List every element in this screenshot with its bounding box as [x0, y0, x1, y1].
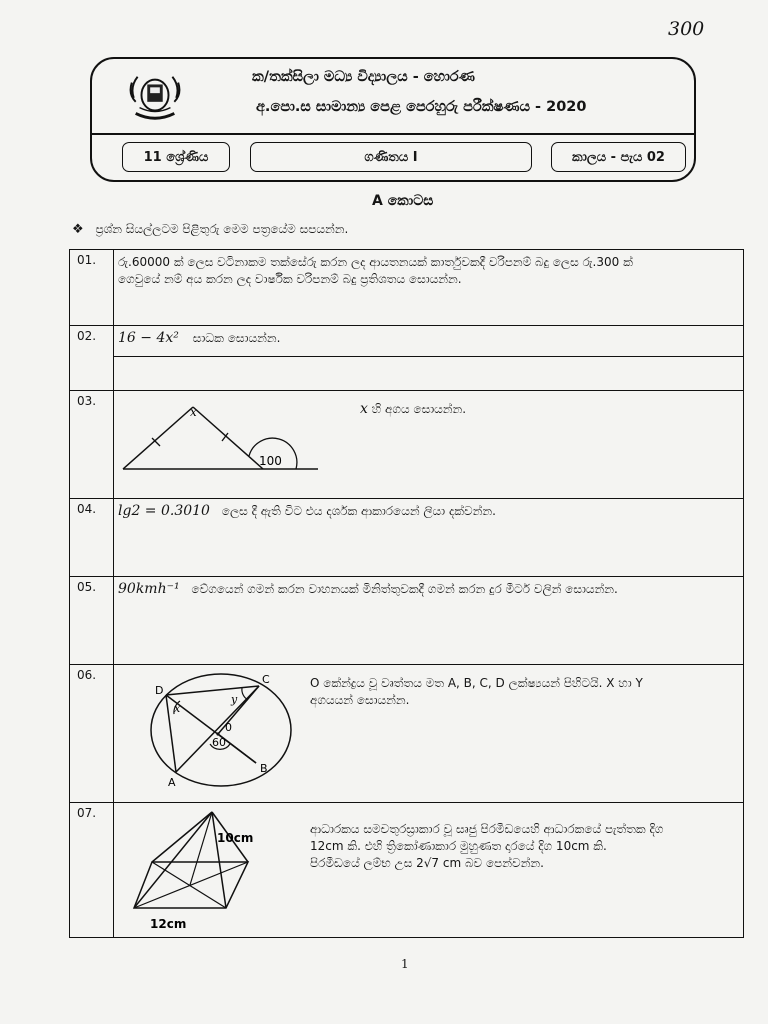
point-d-label: D — [155, 684, 164, 697]
question-text-line: අගයයන් සොයන්න. — [310, 693, 410, 707]
exam-name: අ.පො.ස සාමාන්‍ය පෙළ පෙරහුරු පරීක්ෂණය - 2020 — [256, 99, 587, 115]
question-row-5 — [70, 576, 743, 664]
question-number: 01. — [70, 250, 114, 325]
subject-label: ගණිතය I — [250, 142, 532, 172]
question-table — [69, 249, 744, 938]
question-number: 02. — [70, 326, 114, 390]
expression: 16 − 4x² — [118, 330, 179, 346]
school-crest-icon — [126, 69, 184, 125]
angle-100-label: 100 — [259, 454, 282, 468]
question-text-line: O කේන්ද්‍රය වූ වෘත්තය මත A, B, C, D ලක්ෂ්‍යයන් පිහිටයි. X හා Y — [310, 676, 643, 690]
angle-60-label: 60 — [212, 736, 226, 749]
grade-label: 11 ශ්‍රේණිය — [122, 142, 230, 172]
variable-x: x — [360, 401, 368, 417]
question-text-line: සාධක සොයන්න. — [192, 331, 281, 345]
question-number: 05. — [70, 577, 114, 664]
question-text-line: රු.60000 ක් ලෙස වටිනාකම තක්සේරු කරන ලද ආයතනයක් කාර්තුවකදී වරිපනම් බදු ලෙස රු.300 ක් — [118, 255, 633, 269]
section-title: A කොටස — [372, 193, 434, 209]
question-number: 06. — [70, 665, 114, 802]
header-divider — [92, 133, 694, 135]
question-row-7 — [70, 802, 743, 937]
question-text — [360, 401, 466, 418]
question-number: 04. — [70, 499, 114, 576]
question-text — [118, 330, 737, 347]
page-number: 1 — [401, 957, 409, 971]
school-name: ක/තක්සිලා මධ්‍ය විද්‍යාලය - හොරණ — [252, 69, 475, 85]
instruction — [72, 222, 348, 237]
instruction-text: ප්‍රශ්න සියල්ලටම පිළිතුරු මෙම පත්‍රයේම සපයන්න. — [95, 222, 349, 236]
answer-line — [114, 356, 743, 357]
question-text-line: ලෙස දී ඇති විට එය දර්ශක ආකාරයෙන් ලියා දක්වන්න. — [221, 504, 496, 518]
exam-header — [90, 57, 696, 182]
question-text-line: ගෙවුයේ නම් අය කරන ලද වාර්ෂික වරිපනම් බදු ප්‍රතිශතය සොයන්න. — [118, 272, 462, 286]
page-top-mark: 300 — [668, 18, 705, 40]
angle-y-label: y — [231, 693, 238, 706]
question-row-4 — [70, 498, 743, 576]
question-number: 03. — [70, 391, 114, 498]
question-text — [310, 821, 663, 872]
point-c-label: C — [262, 673, 270, 686]
pyramid-figure — [128, 806, 318, 934]
question-text — [310, 675, 643, 709]
question-text-line: ආධාරකය සමචතුරස්‍රාකාර වූ සෘජු පිරමීඩයෙහි ආධාරකයේ පැත්තක දිග — [310, 822, 664, 836]
question-text-line: හි අගය සොයන්න. — [371, 402, 467, 416]
question-row-1 — [70, 250, 743, 325]
expression: 90kmh⁻¹ — [118, 581, 180, 597]
base-length-label: 12cm — [150, 917, 187, 931]
point-a-label: A — [168, 776, 176, 789]
circle-figure — [136, 668, 336, 800]
question-row-3 — [70, 390, 743, 498]
angle-x-label: x — [174, 702, 181, 715]
question-text-line: වේගයෙන් ගමන් කරන වාහනයක් මිනිත්තුවකදී ගමන් කරන දුර මීටර් වලින් සොයන්න. — [191, 582, 618, 596]
center-o-label: 0 — [225, 721, 232, 734]
question-number: 07. — [70, 803, 114, 937]
question-text — [118, 581, 737, 598]
expression: lg2 = 0.3010 — [118, 503, 210, 519]
question-text-line: 12cm කි. එහි ත්‍රිකෝණාකාර මුහුණත දාරයේ දිග 10cm කි. — [310, 839, 607, 853]
question-text — [118, 254, 737, 288]
point-b-label: B — [260, 762, 268, 775]
duration-label: කාලය - පැය 02 — [551, 142, 686, 172]
isosceles-triangle-figure — [118, 391, 348, 496]
angle-x-label: x — [190, 405, 197, 419]
question-text — [118, 503, 737, 520]
question-text-line: පිරමීඩයේ ලම්භ උස 2√7 cm බව පෙන්වන්න. — [310, 856, 544, 870]
question-row-6 — [70, 664, 743, 802]
instruction-bullet: ❖ — [72, 222, 84, 237]
question-row-2 — [70, 325, 743, 390]
edge-length-label: 10cm — [217, 831, 254, 845]
